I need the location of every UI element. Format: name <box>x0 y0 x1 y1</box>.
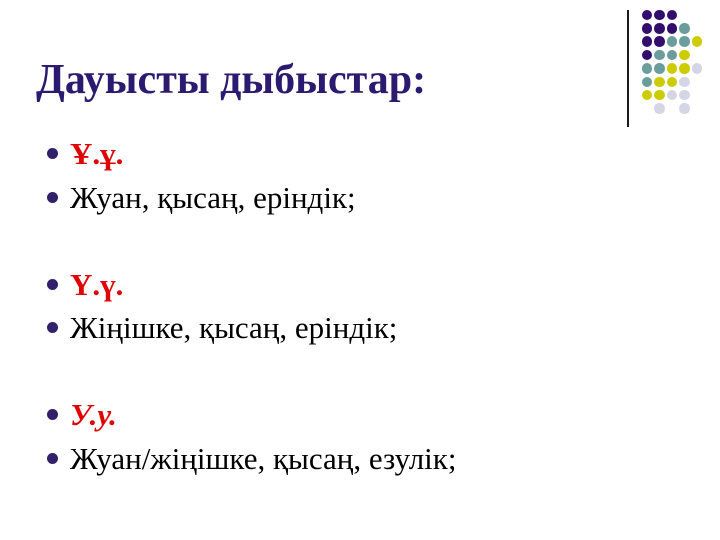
bullet-icon <box>47 148 58 159</box>
bullet-icon <box>47 453 58 464</box>
decor-dot-purple <box>667 10 678 21</box>
decor-dot-yellow <box>667 77 678 88</box>
bullet-text: Жуан, қысаң, еріндік; <box>70 179 356 215</box>
decor-dot-teal <box>667 36 678 47</box>
decor-dot-teal <box>679 23 690 34</box>
bullet-list <box>0 132 620 480</box>
vertical-rule <box>627 10 629 127</box>
bullet-text: Жіңішке, қысаң, еріндік; <box>70 310 398 346</box>
decor-dot-lavender <box>692 63 703 74</box>
bullet-icon <box>47 279 58 290</box>
bullet-text: У.у. <box>70 397 117 433</box>
decor-dot-teal <box>642 77 653 88</box>
decor-dot-yellow <box>679 63 690 74</box>
bullet-item <box>0 132 620 176</box>
decor-dot-purple <box>642 36 653 47</box>
bullet-text: Жуан/жіңішке, қысаң, езулік; <box>70 440 457 476</box>
decor-dot-yellow <box>692 36 703 47</box>
bullet-icon <box>47 192 58 203</box>
decor-dot-yellow <box>679 50 690 61</box>
decor-dot-purple <box>642 50 653 61</box>
bullet-item <box>0 306 620 350</box>
decor-dot-lavender <box>679 77 690 88</box>
decor-dot-purple <box>642 23 653 34</box>
bullet-text: Ү.ү. <box>70 266 124 302</box>
decor-dot-lavender <box>654 103 665 114</box>
bullet-icon <box>47 322 58 333</box>
decor-dot-purple <box>654 10 665 21</box>
decor-dot-purple <box>654 23 665 34</box>
decor-dot-yellow <box>642 90 653 101</box>
bullet-spacer <box>0 219 620 263</box>
bullet-item <box>0 437 620 481</box>
bullet-item <box>0 393 620 437</box>
decor-dot-teal <box>679 36 690 47</box>
bullet-icon <box>47 409 58 420</box>
decor-dot-yellow <box>667 63 678 74</box>
decor-dot-lavender <box>679 103 690 114</box>
slide-title: Дауысты дыбыстар: <box>36 57 427 103</box>
decor-dot-purple <box>654 36 665 47</box>
decor-dot-teal <box>667 50 678 61</box>
decor-dot-purple <box>642 10 653 21</box>
bullet-spacer <box>0 350 620 394</box>
bullet-item <box>0 176 620 220</box>
decor-dot-purple <box>667 23 678 34</box>
decor-dot-yellow <box>654 90 665 101</box>
decor-dot-lavender <box>679 90 690 101</box>
bullet-text: Ұ.ұ. <box>70 136 124 172</box>
decor-dot-teal <box>642 63 653 74</box>
decor-dot-teal <box>654 50 665 61</box>
bullet-item <box>0 263 620 307</box>
decor-dot-lavender <box>667 90 678 101</box>
decor-dot-yellow <box>654 77 665 88</box>
decor-dot-teal <box>654 63 665 74</box>
